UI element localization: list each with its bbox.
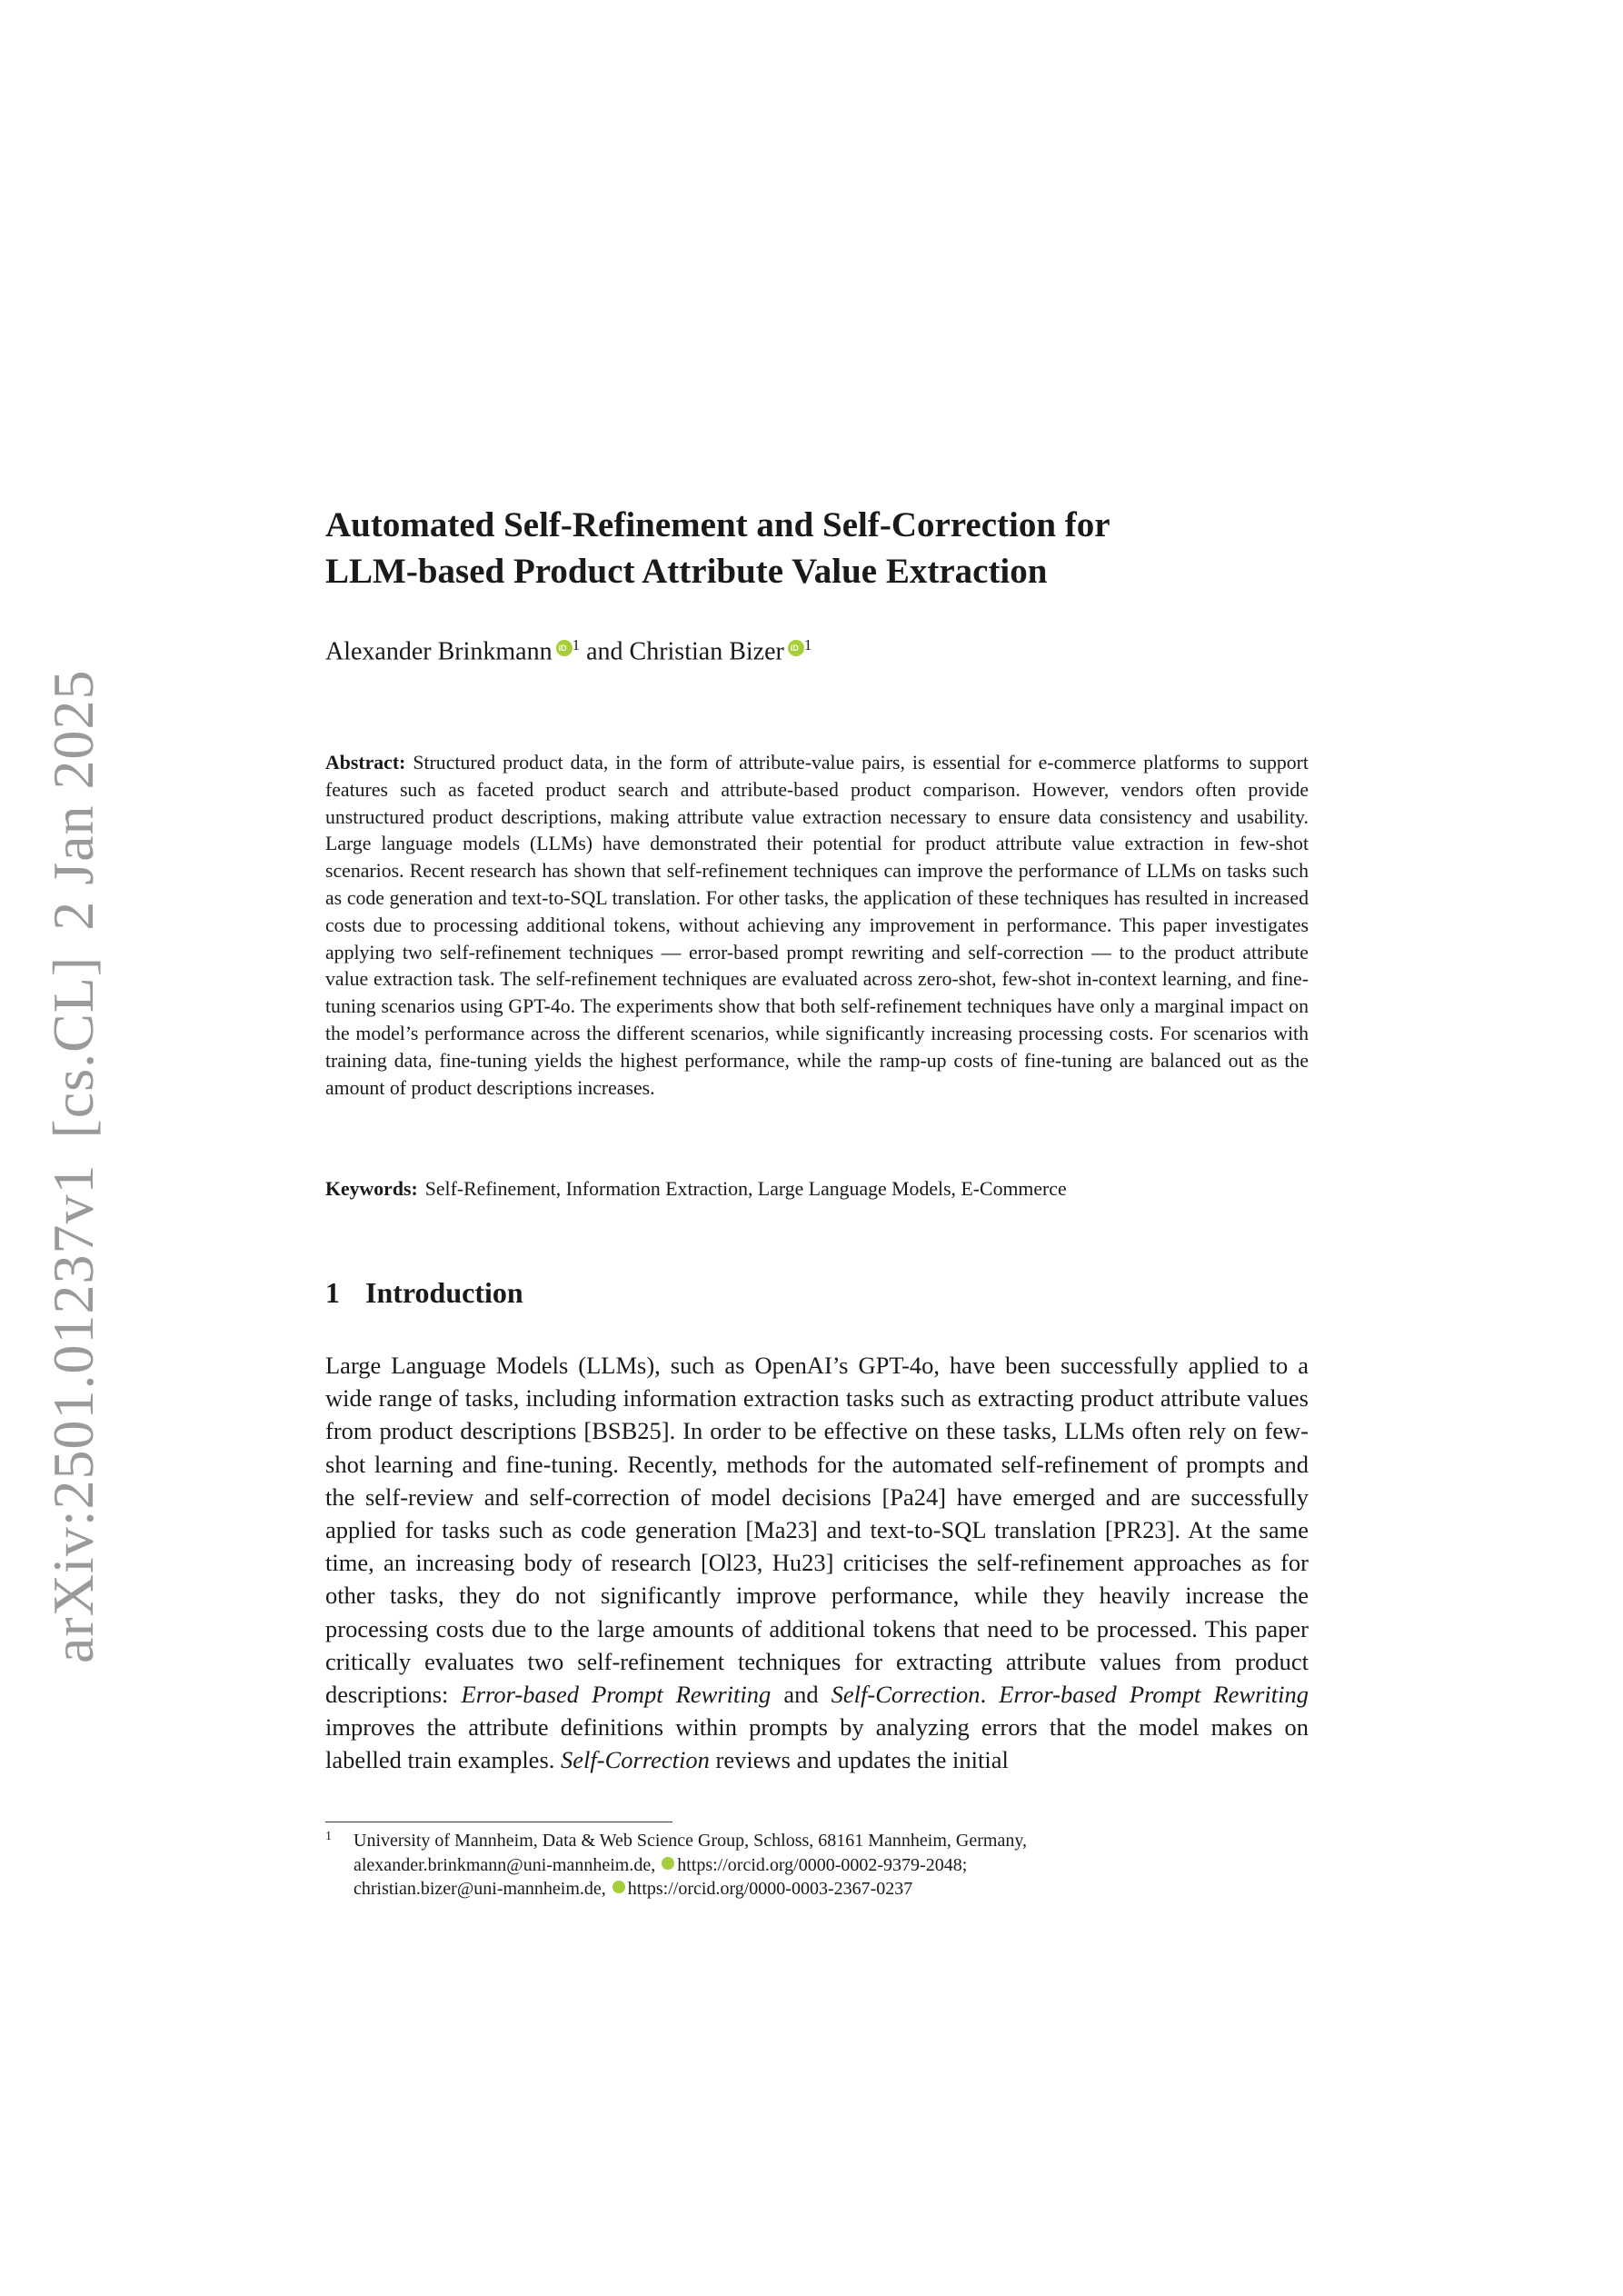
arxiv-date: 2 Jan 2025	[41, 669, 105, 931]
keywords	[325, 1178, 1309, 1201]
author-list	[325, 636, 1309, 666]
author-2-orcid-link[interactable]: https://orcid.org/0000-0003-2367-0237	[627, 1879, 913, 1899]
author-name-2: Christian Bizer	[629, 637, 784, 666]
keywords-text: Self-Refinement, Information Extraction, Large Language Models, E-Commerce	[424, 1178, 1067, 1200]
orcid-icon	[662, 1857, 674, 1870]
section-number: 1	[325, 1276, 340, 1309]
intro-text-2: and	[771, 1681, 831, 1709]
keywords-label: Keywords:	[325, 1178, 418, 1200]
footnote-author-1-contact	[353, 1853, 1309, 1878]
intro-text-4: improves the attribute definitions within prompts by analyzing errors that the model makes on labelled train examples.	[325, 1713, 1309, 1774]
arxiv-side-identifier	[40, 644, 107, 1663]
introduction-paragraph	[325, 1349, 1309, 1777]
footnote-affiliation: University of Mannheim, Data & Web Science Group, Schloss, 68161 Mannheim, Germany,	[353, 1831, 1028, 1851]
author-1-orcid-link[interactable]: https://orcid.org/0000-0002-9379-2048;	[677, 1854, 968, 1875]
intro-term-3: Error-based Prompt Rewriting	[999, 1681, 1309, 1709]
paper-title	[325, 502, 1309, 594]
intro-term-4: Self-Correction	[561, 1746, 710, 1774]
arxiv-category: [cs.CL]	[41, 955, 105, 1139]
author-name-1: Alexander Brinkmann	[325, 637, 553, 666]
footnote	[325, 1829, 1309, 1902]
author-1-email[interactable]: alexander.brinkmann@uni-mannheim.de,	[353, 1854, 656, 1875]
section-heading	[325, 1276, 1309, 1310]
intro-term-1: Error-based Prompt Rewriting	[461, 1681, 772, 1709]
footnote-mark: 1	[325, 1830, 332, 1843]
intro-text-1: Large Language Models (LLMs), such as OpenAI’s GPT-4o, have been successfully applied to a wide range of tasks, including information extraction tasks such as extracting product attribute values from product descriptions [BSB25]. In order to be effective on these tasks, LLMs often rely on few-shot learning and fine-tuning. Recently, methods for the automated self-refinement of prompts and the self-review and self-correction of model decisions [Pa24] have emerged and are successfully applied for tasks such as code generation [Ma23] and text-to-SQL translation [PR23]. At the same time, an increasing body of research [Ol23, Hu23] criticises the self-refinement approaches as for other tasks, they do not significantly improve performance, while they heavily increase the processing costs due to the large amounts of additional tokens that need to be processed. This paper critically evaluates two self-refinement techniques for extracting attribute values from product descriptions:	[325, 1352, 1309, 1709]
intro-text-5: reviews and updates the initial	[709, 1746, 1009, 1774]
footnote-author-2-contact	[353, 1877, 1309, 1902]
title-line-2: LLM-based Product Attribute Value Extraction	[325, 552, 1048, 591]
section-title: Introduction	[365, 1276, 523, 1309]
author-2-email[interactable]: christian.bizer@uni-mannheim.de,	[353, 1879, 606, 1899]
intro-text-3: .	[980, 1681, 1000, 1709]
author-affiliation-mark-2: 1	[803, 636, 812, 654]
abstract-text: Structured product data, in the form of attribute-value pairs, is essential for e-commerce platforms to support features such as faceted product search and attribute-based product comparison. However, vendors often provide unstructured product descriptions, making attribute value extraction necessary to ensure data consistency and usability. Large language models (LLMs) have demonstrated their potential for product attribute value extraction in few-shot scenarios. Recent research has shown that self-refinement techniques can improve the performance of LLMs on tasks such as code generation and text-to-SQL translation. For other tasks, the application of these techniques has resulted in increased costs due to processing additional tokens, without achieving any improvement in performance. This paper investigates applying two self-refinement techniques — error-based prompt rewriting and self-correction — to the product attribute value extraction task. The self-refinement techniques are evaluated across zero-shot, few-shot in-context learning, and fine-tuning scenarios using GPT-4o. The experiments show that both self-refinement techniques have only a marginal impact on the model’s performance across the different scenarios, while significantly increasing processing costs. For scenarios with training data, fine-tuning yields the highest performance, while the ramp-up costs of fine-tuning are balanced out as the amount of product descriptions increases.	[325, 752, 1309, 1099]
intro-term-2: Self-Correction	[831, 1681, 981, 1709]
title-line-1: Automated Self-Refinement and Self-Correction for	[325, 505, 1110, 544]
orcid-icon[interactable]	[788, 640, 804, 656]
orcid-icon	[612, 1881, 625, 1893]
orcid-icon[interactable]	[556, 640, 573, 656]
abstract-label: Abstract:	[325, 752, 406, 774]
abstract	[325, 750, 1309, 1102]
author-affiliation-mark-1: 1	[572, 636, 581, 654]
author-connector: and	[580, 637, 630, 666]
arxiv-id: arXiv:2501.01237v1	[41, 1163, 105, 1663]
